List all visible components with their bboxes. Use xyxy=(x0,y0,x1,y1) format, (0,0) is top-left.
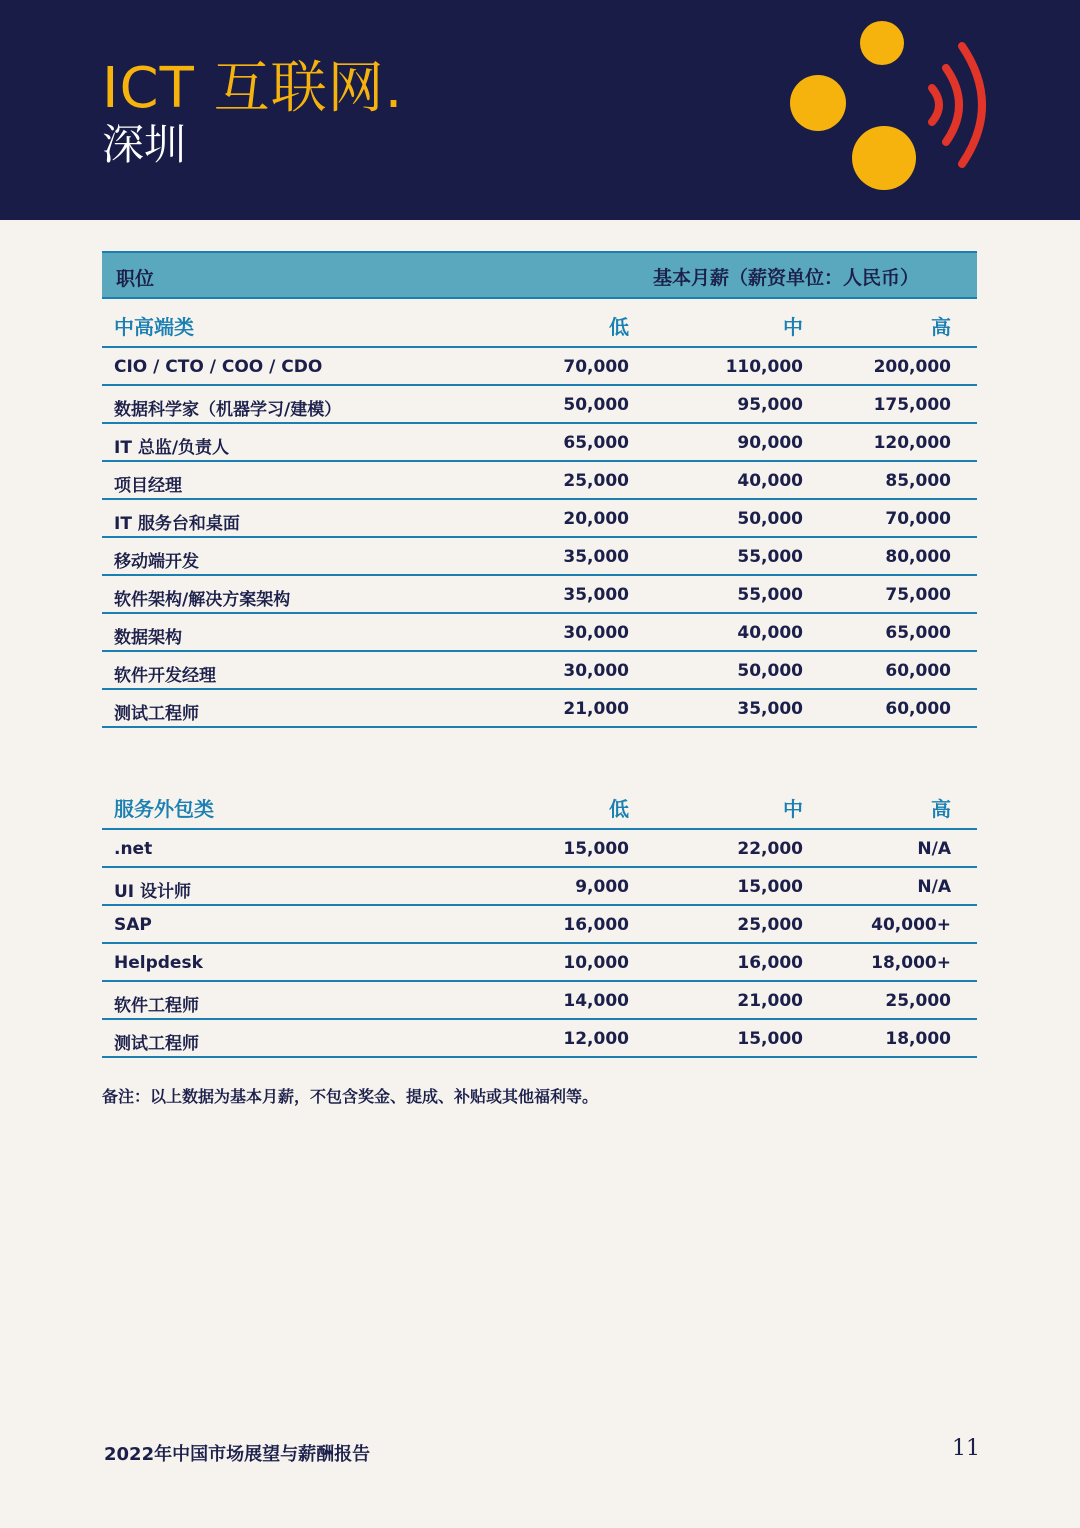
role-cell: IT 总监/负责人 xyxy=(114,438,230,458)
high-salary-cell: 175,000 xyxy=(873,395,951,415)
position-column-label: 职位 xyxy=(116,268,155,290)
mid-salary-cell: 16,000 xyxy=(737,953,803,973)
low-salary-cell: 14,000 xyxy=(563,991,629,1011)
low-salary-cell: 10,000 xyxy=(563,953,629,973)
page-title: ICT 互联网. xyxy=(102,56,404,121)
low-salary-cell: 35,000 xyxy=(563,585,629,605)
low-salary-cell: 9,000 xyxy=(575,877,629,897)
mid-salary-cell: 40,000 xyxy=(737,623,803,643)
high-salary-cell: 200,000 xyxy=(873,357,951,377)
mid-salary-cell: 110,000 xyxy=(725,357,803,377)
high-salary-cell: 65,000 xyxy=(885,623,951,643)
signal-dots-icon xyxy=(780,10,1020,210)
mid-salary-cell: 21,000 xyxy=(737,991,803,1011)
low-salary-cell: 15,000 xyxy=(563,839,629,859)
salary-table-senior xyxy=(102,251,977,728)
section-title: 中高端类 xyxy=(114,315,194,339)
table-row xyxy=(102,944,977,982)
mid-salary-cell: 55,000 xyxy=(737,547,803,567)
col-mid-label: 中 xyxy=(783,315,803,339)
col-low-label: 低 xyxy=(609,315,629,339)
mid-salary-cell: 50,000 xyxy=(737,509,803,529)
high-salary-cell: 25,000 xyxy=(885,991,951,1011)
table-row xyxy=(102,652,977,690)
low-salary-cell: 16,000 xyxy=(563,915,629,935)
role-cell: 测试工程师 xyxy=(114,704,199,724)
low-salary-cell: 65,000 xyxy=(563,433,629,453)
page-header xyxy=(0,0,1080,220)
mid-salary-cell: 15,000 xyxy=(737,877,803,897)
table-row xyxy=(102,500,977,538)
dot-left xyxy=(790,75,846,131)
page-subtitle: 深圳 xyxy=(102,120,187,169)
role-cell: 测试工程师 xyxy=(114,1034,199,1054)
table-row xyxy=(102,462,977,500)
mid-salary-cell: 50,000 xyxy=(737,661,803,681)
high-salary-cell: 18,000 xyxy=(885,1029,951,1049)
mid-salary-cell: 35,000 xyxy=(737,699,803,719)
col-mid-label: 中 xyxy=(783,797,803,821)
section-header-row xyxy=(102,299,977,348)
mid-salary-cell: 15,000 xyxy=(737,1029,803,1049)
role-cell: SAP xyxy=(114,915,152,935)
high-salary-cell: 80,000 xyxy=(885,547,951,567)
mid-salary-cell: 95,000 xyxy=(737,395,803,415)
role-cell: .net xyxy=(114,839,153,859)
col-high-label: 高 xyxy=(931,797,951,821)
role-cell: UI 设计师 xyxy=(114,882,192,902)
role-cell: IT 服务台和桌面 xyxy=(114,514,240,534)
mid-salary-cell: 25,000 xyxy=(737,915,803,935)
role-cell: 移动端开发 xyxy=(114,552,199,572)
high-salary-cell: 75,000 xyxy=(885,585,951,605)
high-salary-cell: 18,000+ xyxy=(871,953,951,973)
table-header-bar xyxy=(102,251,977,299)
high-salary-cell: 85,000 xyxy=(885,471,951,491)
role-cell: 软件架构/解决方案架构 xyxy=(114,590,291,610)
table-row xyxy=(102,906,977,944)
role-cell: Helpdesk xyxy=(114,953,203,973)
role-cell: 软件开发经理 xyxy=(114,666,216,686)
high-salary-cell: N/A xyxy=(917,839,951,859)
low-salary-cell: 25,000 xyxy=(563,471,629,491)
table-row xyxy=(102,424,977,462)
page-number: 11 xyxy=(952,1436,980,1461)
low-salary-cell: 35,000 xyxy=(563,547,629,567)
table-row xyxy=(102,348,977,386)
low-salary-cell: 70,000 xyxy=(563,357,629,377)
salary-table-outsourcing xyxy=(102,781,977,1058)
low-salary-cell: 30,000 xyxy=(563,661,629,681)
low-salary-cell: 30,000 xyxy=(563,623,629,643)
table-row xyxy=(102,982,977,1020)
table-row xyxy=(102,830,977,868)
table-row xyxy=(102,386,977,424)
high-salary-cell: N/A xyxy=(917,877,951,897)
table-row xyxy=(102,576,977,614)
high-salary-cell: 40,000+ xyxy=(871,915,951,935)
table-row xyxy=(102,614,977,652)
section-title: 服务外包类 xyxy=(114,797,214,821)
signal-arc-inner xyxy=(932,88,939,122)
dot-bottom xyxy=(852,126,916,190)
report-title: 2022年中国市场展望与薪酬报告 xyxy=(104,1444,371,1465)
high-salary-cell: 60,000 xyxy=(885,699,951,719)
table-row xyxy=(102,868,977,906)
high-salary-cell: 60,000 xyxy=(885,661,951,681)
mid-salary-cell: 40,000 xyxy=(737,471,803,491)
table-row xyxy=(102,1020,977,1058)
low-salary-cell: 12,000 xyxy=(563,1029,629,1049)
section-header-row xyxy=(102,781,977,830)
low-salary-cell: 20,000 xyxy=(563,509,629,529)
signal-arc-outer xyxy=(962,46,982,164)
low-salary-cell: 21,000 xyxy=(563,699,629,719)
col-high-label: 高 xyxy=(931,315,951,339)
salary-column-label: 基本月薪（薪资单位：人民币） xyxy=(652,267,919,289)
role-cell: CIO / CTO / COO / CDO xyxy=(114,357,323,377)
footnote: 备注：以上数据为基本月薪，不包含奖金、提成、补贴或其他福利等。 xyxy=(102,1087,599,1106)
role-cell: 数据科学家（机器学习/建模） xyxy=(114,400,342,420)
high-salary-cell: 70,000 xyxy=(885,509,951,529)
signal-arc-middle xyxy=(946,68,959,142)
role-cell: 软件工程师 xyxy=(114,996,199,1016)
table-row xyxy=(102,690,977,728)
table-row xyxy=(102,538,977,576)
mid-salary-cell: 55,000 xyxy=(737,585,803,605)
role-cell: 数据架构 xyxy=(114,628,182,648)
mid-salary-cell: 90,000 xyxy=(737,433,803,453)
mid-salary-cell: 22,000 xyxy=(737,839,803,859)
high-salary-cell: 120,000 xyxy=(873,433,951,453)
col-low-label: 低 xyxy=(609,797,629,821)
low-salary-cell: 50,000 xyxy=(563,395,629,415)
role-cell: 项目经理 xyxy=(114,476,182,496)
dot-top xyxy=(860,21,904,65)
